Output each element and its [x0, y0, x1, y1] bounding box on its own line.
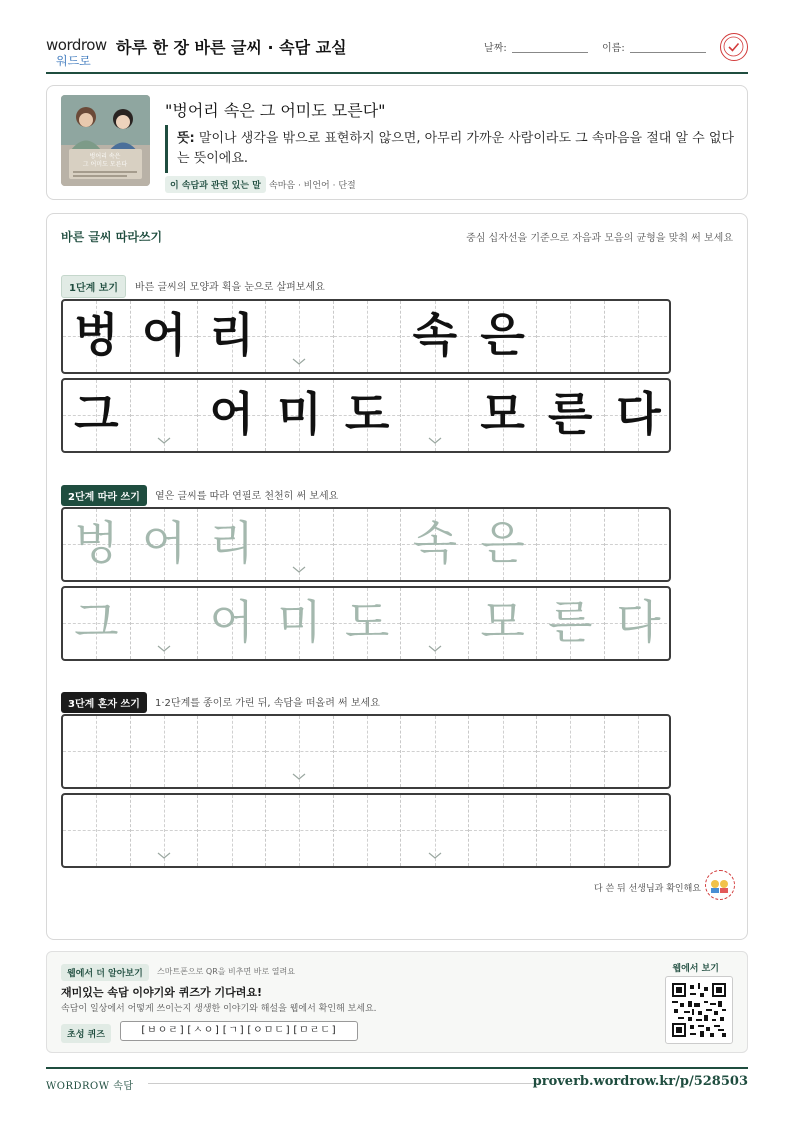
web-headline: 재미있는 속담 이야기와 퀴즈가 기다려요! — [61, 986, 262, 999]
web-promo-box — [46, 951, 748, 1053]
svg-text:그 어미도 모른다: 그 어미도 모른다 — [82, 161, 128, 168]
space-marker-icon — [157, 852, 171, 860]
grid-cell[interactable] — [266, 795, 334, 866]
grid-cell — [198, 380, 266, 451]
space-marker-icon — [428, 852, 442, 860]
meaning-accent-bar — [165, 125, 168, 173]
grid-cell — [266, 380, 334, 451]
grid-cell[interactable] — [131, 716, 199, 787]
space-marker-icon — [292, 773, 306, 781]
proverb-card — [46, 85, 748, 200]
grid-cell[interactable] — [537, 509, 605, 580]
grid-cell — [402, 380, 470, 451]
grid-cell[interactable] — [605, 716, 671, 787]
web-tag: 웹에서 더 알아보기 — [61, 964, 149, 981]
grid-character: 다 — [616, 595, 661, 649]
footer-brand: WORDROW 속담 — [46, 1081, 134, 1092]
check-stamp-icon — [720, 33, 748, 61]
practice-title: 바른 글씨 따라쓰기 — [61, 230, 163, 244]
stage-1-line-1 — [61, 299, 671, 374]
web-view-label: 웹에서 보기 — [672, 964, 719, 974]
stage-2-badge: 2단계 따라 쓰기 — [61, 485, 147, 506]
chosung-quiz: [ㅂㅇㄹ][ㅅㅇ][ㄱ][ㅇㅁㄷ][ㅁㄹㄷ] — [120, 1021, 358, 1041]
grid-cell — [469, 380, 537, 451]
grid-cell[interactable] — [469, 795, 537, 866]
grid-cell — [131, 301, 199, 372]
stage-1-badge: 1단계 보기 — [61, 275, 126, 298]
teacher-note: 다 쓴 뒤 선생님과 확인해요 — [593, 884, 701, 894]
stage-3-hint: 1·2단계를 종이로 가린 뒤, 속담을 떠올려 써 보세요 — [155, 698, 380, 709]
practice-hint: 중심 십자선을 기준으로 자음과 모음의 균형을 맞춰 써 보세요 — [466, 233, 733, 244]
grid-character: 벙 — [74, 516, 119, 570]
grid-cell[interactable] — [334, 509, 402, 580]
grid-cell[interactable] — [537, 795, 605, 866]
grid-character: 그 — [74, 387, 119, 441]
grid-cell — [334, 301, 402, 372]
grid-character: 리 — [209, 516, 254, 570]
name-label: 이름: — [602, 43, 625, 54]
grid-cell[interactable] — [266, 509, 334, 580]
proverb-text: "벙어리 속은 그 어미도 모른다" — [165, 101, 386, 120]
grid-cell[interactable] — [131, 795, 199, 866]
stage-2-line-1[interactable] — [61, 507, 671, 582]
name-field[interactable] — [630, 52, 706, 53]
grid-character: 그 — [74, 595, 119, 649]
stage-3-line-2[interactable] — [61, 793, 671, 868]
meaning-label: 뜻: — [177, 131, 195, 146]
grid-cell[interactable] — [402, 509, 470, 580]
grid-cell[interactable] — [605, 795, 671, 866]
space-marker-icon — [428, 645, 442, 653]
space-marker-icon — [292, 358, 306, 366]
grid-cell[interactable] — [198, 588, 266, 659]
grid-cell — [402, 301, 470, 372]
date-field[interactable] — [512, 52, 588, 53]
teacher-stamp-icon — [705, 870, 735, 900]
stage-3-line-1[interactable] — [61, 714, 671, 789]
grid-character: 모 — [480, 595, 525, 649]
grid-character: 벙 — [74, 308, 119, 362]
grid-cell[interactable] — [266, 588, 334, 659]
grid-cell — [334, 380, 402, 451]
grid-cell — [63, 301, 131, 372]
grid-cell[interactable] — [63, 509, 131, 580]
grid-cell[interactable] — [198, 795, 266, 866]
grid-cell[interactable] — [63, 588, 131, 659]
meaning-body: 말이나 생각을 밖으로 표현하지 않으면, 아무리 가까운 사람이라도 그 속마음을 절대 알 수 없다는 뜻이에요. — [177, 131, 734, 166]
grid-cell[interactable] — [63, 795, 131, 866]
space-marker-icon — [428, 437, 442, 445]
logo-korean: 워드로 — [56, 54, 91, 68]
grid-character: 다 — [616, 387, 661, 441]
space-marker-icon — [157, 645, 171, 653]
grid-cell[interactable] — [334, 588, 402, 659]
grid-character: 미 — [277, 595, 322, 649]
grid-cell[interactable] — [469, 588, 537, 659]
grid-character: 리 — [209, 308, 254, 362]
grid-cell — [198, 301, 266, 372]
space-marker-icon — [292, 566, 306, 574]
space-marker-icon — [157, 437, 171, 445]
stage-1-line-2 — [61, 378, 671, 453]
stage-1-hint: 바른 글씨의 모양과 획을 눈으로 살펴보세요 — [135, 282, 325, 293]
grid-cell[interactable] — [402, 795, 470, 866]
date-label: 날짜: — [484, 43, 507, 54]
grid-character: 어 — [209, 595, 254, 649]
grid-cell — [469, 301, 537, 372]
grid-character: 속 — [412, 308, 458, 362]
footer-divider — [46, 1067, 748, 1069]
grid-cell[interactable] — [402, 716, 470, 787]
grid-cell[interactable] — [605, 509, 671, 580]
grid-character: 모 — [480, 387, 525, 441]
grid-cell[interactable] — [402, 588, 470, 659]
grid-cell[interactable] — [266, 716, 334, 787]
grid-character: 어 — [209, 387, 254, 441]
grid-cell — [63, 380, 131, 451]
grid-character: 른 — [548, 387, 593, 441]
grid-cell — [537, 380, 605, 451]
grid-cell[interactable] — [198, 509, 266, 580]
footer-rule — [148, 1083, 538, 1084]
grid-character: 도 — [344, 595, 390, 649]
grid-cell[interactable] — [334, 716, 402, 787]
grid-character: 어 — [141, 516, 187, 570]
grid-cell[interactable] — [469, 716, 537, 787]
grid-cell — [605, 380, 671, 451]
page-header — [46, 30, 748, 74]
practice-section — [46, 213, 748, 940]
grid-character: 속 — [412, 516, 458, 570]
grid-cell[interactable] — [63, 716, 131, 787]
stage-2-line-2[interactable] — [61, 586, 671, 661]
grid-character: 른 — [548, 595, 593, 649]
stage-3-badge: 3단계 혼자 쓰기 — [61, 692, 147, 713]
grid-character: 어 — [141, 308, 187, 362]
related-words-tag: 이 속담과 관련 있는 말 — [165, 176, 266, 193]
stage-2-hint: 옅은 글씨를 따라 연필로 천천히 써 보세요 — [155, 491, 339, 502]
grid-character: 도 — [344, 387, 390, 441]
quiz-label: 초성 퀴즈 — [61, 1024, 111, 1043]
grid-character: 은 — [480, 516, 525, 570]
grid-cell — [605, 301, 671, 372]
proverb-illustration — [61, 95, 150, 186]
related-words: 속마음 · 비언어 · 단절 — [269, 181, 356, 191]
web-description: 속담이 일상에서 어떻게 쓰이는지 생생한 이야기와 해설을 웹에서 확인해 보세요. — [61, 1004, 377, 1014]
svg-text:벙어리 속은: 벙어리 속은 — [89, 153, 121, 160]
grid-cell — [537, 301, 605, 372]
grid-cell — [266, 301, 334, 372]
qr-code-icon[interactable] — [665, 976, 733, 1044]
grid-character: 미 — [277, 387, 322, 441]
logo-wordmark: wordrow — [46, 36, 107, 54]
wordrow-logo — [46, 34, 108, 68]
grid-cell[interactable] — [469, 509, 537, 580]
footer-url-link[interactable]: proverb.wordrow.kr/p/528503 — [532, 1074, 748, 1089]
grid-cell[interactable] — [334, 795, 402, 866]
web-sub: 스마트폰으로 QR을 비추면 바로 열려요 — [157, 967, 295, 976]
grid-cell[interactable] — [605, 588, 671, 659]
grid-cell[interactable] — [537, 588, 605, 659]
meaning-text — [177, 129, 737, 169]
page-title: 하루 한 장 바른 글씨 · 속담 교실 — [116, 38, 347, 57]
grid-cell[interactable] — [131, 588, 199, 659]
grid-cell — [131, 380, 199, 451]
grid-character: 은 — [480, 308, 525, 362]
grid-cell[interactable] — [131, 509, 199, 580]
grid-cell[interactable] — [537, 716, 605, 787]
grid-cell[interactable] — [198, 716, 266, 787]
